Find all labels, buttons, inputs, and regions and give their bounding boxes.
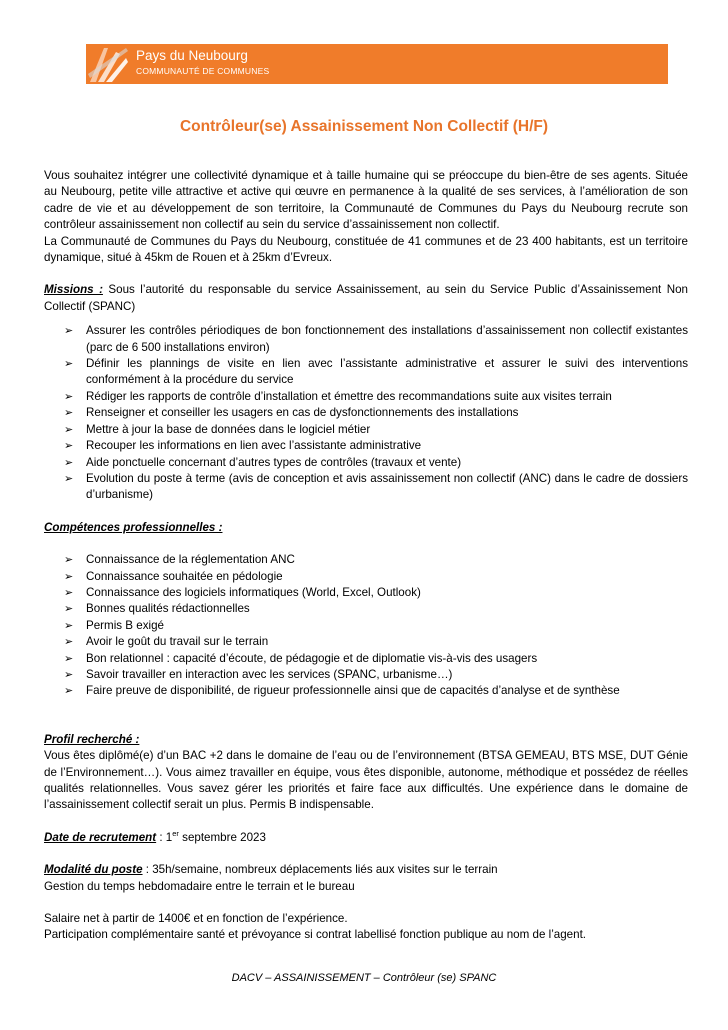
pays-du-neubourg-logo-icon — [86, 44, 130, 84]
list-item: ➢ Avoir le goût du travail sur le terrain — [64, 634, 688, 650]
arrow-bullet-icon: ➢ — [64, 685, 74, 698]
list-item: ➢ Connaissance des logiciels informatiques (World, Excel, Outlook) — [64, 585, 688, 601]
arrow-bullet-icon: ➢ — [64, 472, 74, 485]
list-item: ➢ Rédiger les rapports de contrôle d’installation et émettre des recommandations suite aux visites terrain — [64, 389, 688, 405]
profil-text: Vous êtes diplômé(e) d’un BAC +2 dans le domaine de l’eau ou de l’environnement (BTSA GEMEAU, BTS MSE, DUT Génie de l’Environnement…). Vous aimez travailler en équipe, vous êtes disponible, autonome, méthodique et possédez de réelles qualités relationnelles. Vous savez gérer les priorités et faire face aux difficultés. Une expérience dans le domaine de l’assainissement collectif serait un plus. Permis B indispensable. — [44, 749, 688, 812]
org-subtitle: COMMUNAUTÉ DE COMMUNES — [136, 66, 270, 76]
modalite-label: Modalité du poste — [44, 863, 143, 877]
page-footer: DACV – ASSAINISSEMENT – Contrôleur (se) SPANC — [231, 972, 497, 984]
list-item: ➢ Permis B exigé — [64, 618, 688, 634]
arrow-bullet-icon: ➢ — [64, 619, 74, 632]
list-item: ➢ Connaissance souhaitée en pédologie — [64, 569, 688, 585]
arrow-bullet-icon: ➢ — [64, 668, 74, 681]
list-item: ➢ Assurer les contrôles périodiques de bon fonctionnement des installations d’assainissement non collectif existantes (parc de 6 500 installations environ) — [64, 324, 688, 354]
job-title: Contrôleur(se) Assainissement Non Collectif (H/F) — [179, 118, 549, 135]
arrow-bullet-icon: ➢ — [64, 636, 74, 649]
list-item: ➢ Mettre à jour la base de données dans le logiciel métier — [64, 422, 688, 438]
arrow-bullet-icon: ➢ — [64, 652, 74, 665]
arrow-bullet-icon: ➢ — [64, 554, 74, 567]
date-label: Date de recrutement — [44, 830, 157, 844]
profil-heading: Profil recherché : — [44, 732, 140, 746]
missions-intro: Sous l’autorité du responsable du service Assainissement, au sein du Service Public d’Assainissement Non Collectif (SPANC) — [44, 283, 688, 313]
list-item: ➢ Bonnes qualités rédactionnelles — [64, 601, 688, 617]
list-item: ➢ Bon relationnel : capacité d’écoute, de pédagogie et de diplomatie vis-à-vis des usagers — [64, 651, 688, 667]
modalite-line-2: Gestion du temps hebdomadaire entre le terrain et le bureau — [44, 879, 355, 893]
competences-list — [44, 552, 688, 700]
arrow-bullet-icon: ➢ — [64, 440, 74, 453]
list-item: ➢ Faire preuve de disponibilité, de rigueur professionnelle ainsi que de capacités d’analyse et de synthèse — [64, 683, 688, 699]
recruitment-date: Date de recrutement : 1er septembre 2023 — [44, 828, 266, 844]
arrow-bullet-icon: ➢ — [64, 423, 74, 436]
arrow-bullet-icon: ➢ — [64, 407, 74, 420]
arrow-bullet-icon: ➢ — [64, 570, 74, 583]
arrow-bullet-icon: ➢ — [64, 456, 74, 469]
list-item: ➢ Savoir travailler en interaction avec les services (SPANC, urbanisme…) — [64, 667, 688, 683]
list-item: ➢ Connaissance de la réglementation ANC — [64, 552, 688, 568]
missions-paragraph — [44, 282, 688, 315]
arrow-bullet-icon: ➢ — [64, 390, 74, 403]
arrow-bullet-icon: ➢ — [64, 603, 74, 616]
list-item: ➢ Aide ponctuelle concernant d’autres types de contrôles (travaux et vente) — [64, 455, 688, 471]
list-item: ➢ Evolution du poste à terme (avis de conception et avis assainissement non collectif (ANC) dans le cadre de dossiers d’urbanisme) — [64, 471, 688, 502]
arrow-bullet-icon: ➢ — [64, 325, 74, 338]
org-name: Pays du Neubourg — [136, 48, 248, 63]
arrow-bullet-icon: ➢ — [64, 586, 74, 599]
competences-heading: Compétences professionnelles : — [44, 520, 223, 534]
list-item: ➢ Recouper les informations en lien avec l’assistante administrative — [64, 438, 688, 454]
intro-paragraph-2: La Communauté de Communes du Pays du Neubourg, constituée de 41 communes et de 23 400 habitants, est un territoire dynamique, situé à 45km de Rouen et à 25km d’Evreux. — [44, 234, 688, 265]
list-item: ➢ Renseigner et conseiller les usagers en cas de dysfonctionnements des installations — [64, 405, 688, 421]
missions-list — [44, 323, 688, 503]
document-body — [44, 168, 688, 944]
arrow-bullet-icon: ➢ — [64, 358, 74, 371]
salary-line: Salaire net à partir de 1400€ et en fonction de l’expérience. — [44, 912, 348, 926]
missions-label: Missions : — [44, 283, 103, 297]
benefits-line: Participation complémentaire santé et prévoyance si contrat labellisé fonction publique au nom de l’agent. — [44, 928, 587, 942]
intro-paragraph-1: Vous souhaitez intégrer une collectivité dynamique et à taille humaine qui se préoccupe du bien-être de ses agents. Située au Neubourg, petite ville attractive et active qui œuvre en permanence à la qualité de ses services, à l’amélioration de son cadre de vie et au développement de son territoire, la Communauté de Communes du Pays du Neubourg recrute son contrôleur assainissement non collectif au sein du service d’assainissement non collectif. — [44, 169, 688, 232]
modalite-line: Modalité du poste : 35h/semaine, nombreux déplacements liés aux visites sur le terrain — [44, 863, 498, 877]
list-item: ➢ Définir les plannings de visite en lien avec l’assistante administrative et assurer le suivi des interventions conformément à la procédure du service — [64, 357, 688, 387]
